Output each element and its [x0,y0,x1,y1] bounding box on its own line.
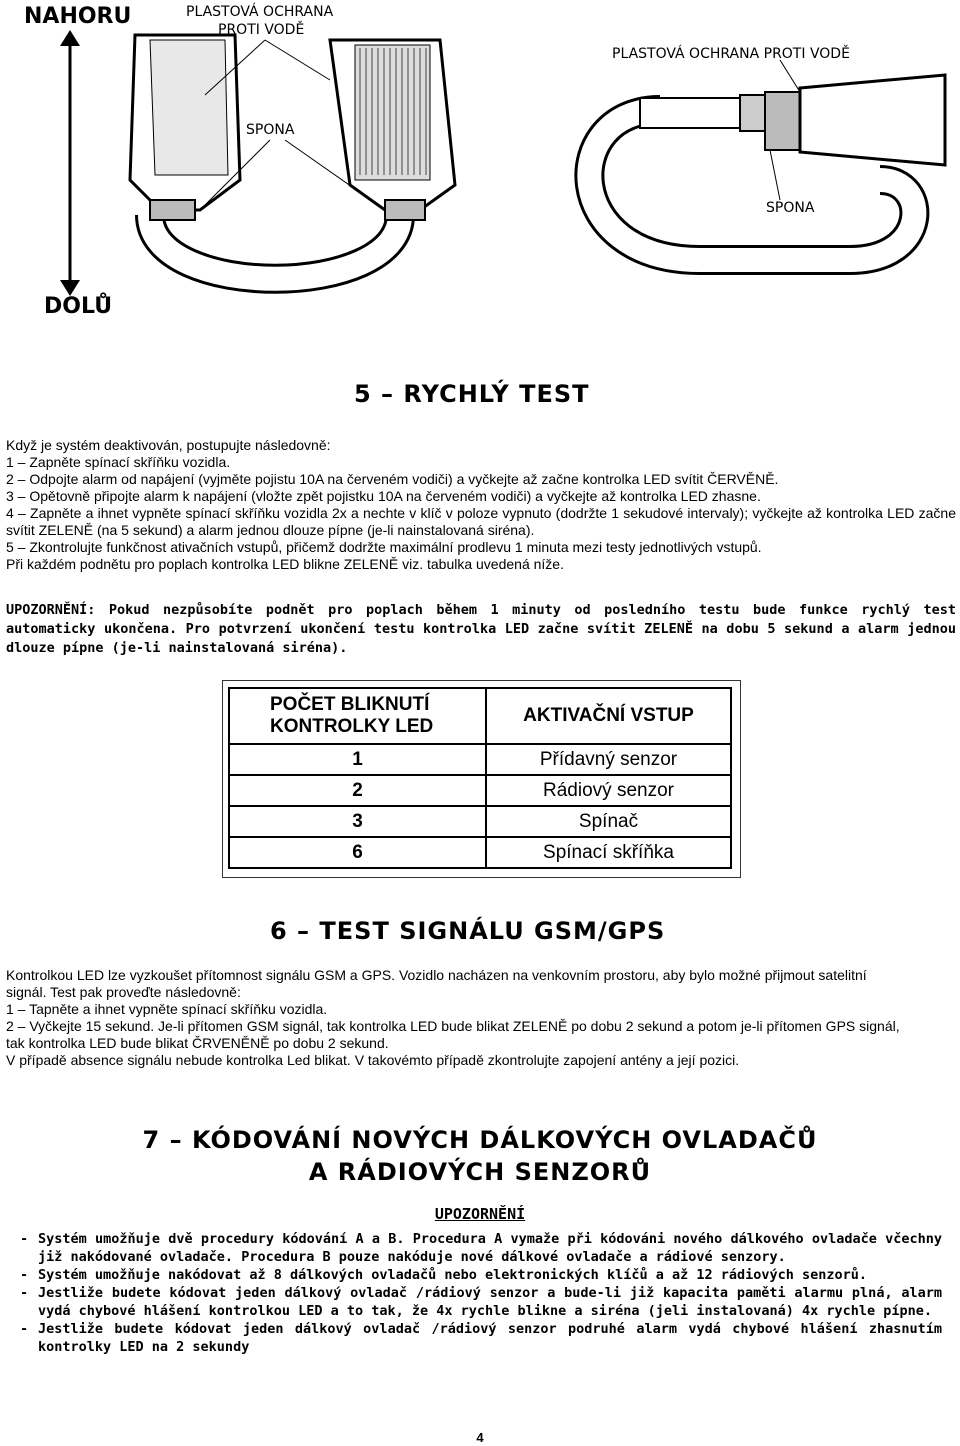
section5-line: 5 – Zkontrolujte funkčnost ativačních vstupů, přičemž dodržte maximální prodlevu 1 minuta mezi testy jednotlivých vstupů. [6,539,762,555]
section5-line: 2 – Odpojte alarm od napájení (vyjměte pojistu 10A na červeném vodiči) a vyčkejte až začne kontrolka LED svítit ČERVĚNĚ. [6,471,779,487]
section5-title: 5 – RYCHLÝ TEST [354,380,590,408]
section5-line: 3 – Opětovně připojte alarm k napájení (vložte zpět pojistku 10A na červeném vodiči) a vyčkejte až kontrolka LED zhasne. [6,488,761,504]
page-number: 4 [476,1430,484,1445]
table-header-count [229,688,486,744]
right-sensor-module [589,60,945,260]
section7-title-line2: A RÁDIOVÝCH SENZORŮ [308,1158,652,1186]
blink-count: 6 [229,837,486,868]
right-water-label: PLASTOVÁ OCHRANA PROTI VODĚ [612,46,850,62]
table-row [229,837,731,868]
left-water-label-2: PROTI VODĚ [218,22,305,38]
table-header-count-line2: KONTROLKY LED [270,716,434,737]
section5-text [6,437,956,573]
left-sensor-module [130,35,455,279]
list-item: - Jestliže budete kódovat jeden dálkový ovladač /rádiový senzor podruhé alarm vydá chybové hlášení zhasnutím kontrolky LED na 2 sekundy [20,1320,942,1356]
table-row [229,775,731,806]
section6-line: 1 – Tapněte a ihnet vypněte spínací skříňku vozidla. [6,1001,328,1017]
section6-text [6,967,906,1069]
section7-title [0,1124,960,1188]
installation-figure [0,0,960,330]
list-item: - Jestliže budete kódovat jeden dálkový ovladač /rádiový senzor a bude-li již kapacita paměti alarmu plná, alarm vydá chybové hlášení kontrolkou LED a to tak, že 4x rychle blikne a siréna (jeli instalovaná) 4x rychle pípne. [20,1284,942,1320]
table-header-input: AKTIVAČNÍ VSTUP [486,688,731,744]
section5-line: 4 – Zapněte a ihnet vypněte spínací skříňku vozidla 2x a nechte v klíč v poloze vypnuto (dodržte 1 sekudové intervaly); vyčkejte až kontrolka LED začne svítit ZELENĚ (na 5 sekund) a alarm jednou dlouze pípne (je-li nainstalovaná siréna). [6,505,956,538]
list-item: - Systém umožňuje dvě procedury kódování A a B. Procedura A vymaže při kódováni nového dálkového ovladače včechny již nakódované ovladače. Procedura B pouze nakóduje nové dálkové ovladače a rádiové senzory. [20,1230,942,1266]
table-header-count-line1: POČET BLIKNUTÍ [270,694,430,715]
blink-count: 2 [229,775,486,806]
led-blink-table [228,687,732,869]
section6-line: V případě absence signálu nebude kontrolka Led blikat. V takovémto případě zkontrolujte zapojení antény a její pozici. [6,1052,740,1068]
table-row [229,744,731,775]
up-label: NAHORU [24,4,132,29]
activation-input: Rádiový senzor [486,775,731,806]
table-row [229,806,731,837]
section6-line: Kontrolkou LED lze vyzkoušet přítomnost signálu GSM a GPS. Vozidlo nacházen na venkovním prostoru, aby bylo možné přijmout satelitní signál. Test pak proveďte následovně: [6,967,867,1000]
section6-line: 2 – Vyčkejte 15 sekund. Je-li přítomen GSM signál, tak kontrolka LED bude blikat ZELENĚ po dobu 2 sekund a potom je-li přítomen GPS signál, tak kontrolka LED bude blikat ČRVENĚNĚ po dobu 2 sekund. [6,1018,900,1051]
down-label: DOLŮ [44,294,113,319]
arrow-up-icon [60,30,80,296]
right-clip-label: SPONA [766,200,815,216]
section5-line: Když je systém deaktivován, postupujte následovně: [6,437,331,453]
blink-count: 1 [229,744,486,775]
section7-title-line1: 7 – KÓDOVÁNÍ NOVÝCH DÁLKOVÝCH OVLADAČŮ [142,1126,818,1154]
blink-count: 3 [229,806,486,837]
section5-line: Při každém podnětu pro poplach kontrolka LED blikne ZELENĚ viz. tabulka uvedená níže. [6,556,564,572]
section6-title: 6 – TEST SIGNÁLU GSM/GPS [270,917,666,945]
section7-notice-title: UPOZORNĚNÍ [434,1205,526,1223]
left-clip-label: SPONA [246,122,295,138]
section5-line: 1 – Zapněte spínací skříňku vozidla. [6,454,231,470]
left-water-label-1: PLASTOVÁ OCHRANA [186,4,334,20]
led-blink-table-frame [222,680,741,878]
section7-notice-list [20,1230,942,1356]
section5-warning: UPOZORNĚNÍ: Pokud nezpůsobíte podnět pro poplach během 1 minuty od posledního testu bude funkce rychlý test automaticky ukončena. Pro potvrzení ukončení testu kontrolka LED začne svítit ZELENĚ na dobu 5 sekund a alarm jednou dlouze pípne (je-li nainstalovaná siréna). [6,602,956,656]
list-item: - Systém umožňuje nakódovat až 8 dálkových ovladačů nebo elektronických klíčů a až 12 rádiových senzorů. [20,1266,942,1284]
activation-input: Spínač [486,806,731,837]
activation-input: Spínací skříňka [486,837,731,868]
activation-input: Přídavný senzor [486,744,731,775]
